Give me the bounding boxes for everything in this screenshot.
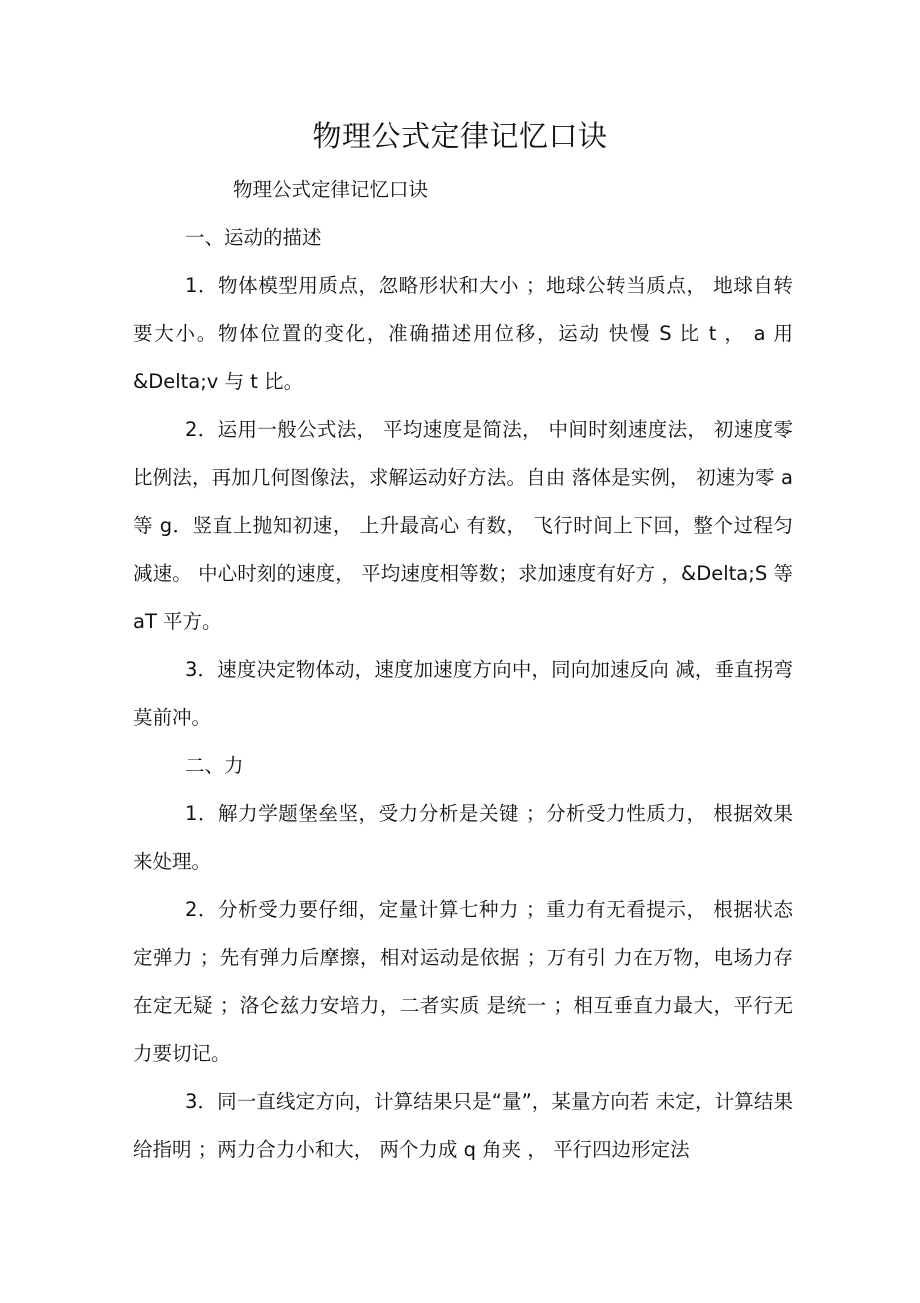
document-subtitle: 物理公式定律记忆口诀 bbox=[233, 178, 429, 201]
section-heading: 一、运动的描述 bbox=[185, 226, 322, 249]
paragraph: 2．分析受力要仔细，定量计算七种力 ；重力有无看提示， 根据状态定弹力 ；先有弹力后摩擦，相对运动是依据 ；万有引 力在万物，电场力存在定无疑 ；洛仑兹力安培力，二者实质 是统一 ；相互垂直力最大，平行无力要切记。 bbox=[133, 898, 793, 1065]
document-body bbox=[133, 166, 793, 1174]
document-title: 物理公式定律记忆口诀 bbox=[312, 119, 608, 153]
paragraph: 2．运用一般公式法， 平均速度是简法， 中间时刻速度法， 初速度零比例法，再加几何图像法，求解运动好方法。自由 落体是实例， 初速为零 a 等 g．竖直上抛知初速， 上升最高心 有数， 飞行时间上下回，整个过程匀减速。 中心时刻的速度， 平均速度相等数；求加速度有好方 ，&Delta;S 等 aT 平方。 bbox=[133, 418, 793, 633]
paragraph: 3．同一直线定方向，计算结果只是“量”，某量方向若 未定，计算结果给指明 ；两力合力小和大， 两个力成 q 角夹 ， 平行四边形定法 bbox=[133, 1090, 793, 1161]
paragraph: 1．物体模型用质点，忽略形状和大小 ；地球公转当质点， 地球自转要大小。物体位置的变化，准确描述用位移，运动 快慢 S 比 t ， a 用 &Delta;v 与 t 比。 bbox=[133, 274, 793, 393]
section-force bbox=[133, 742, 793, 1174]
paragraph: 3．速度决定物体动，速度加速度方向中，同向加速反向 减，垂直拐弯莫前冲。 bbox=[133, 658, 793, 729]
section-motion bbox=[133, 214, 793, 742]
paragraph: 1．解力学题堡垒坚，受力分析是关键 ；分析受力性质力， 根据效果来处理。 bbox=[133, 802, 793, 873]
section-heading: 二、力 bbox=[185, 754, 244, 777]
